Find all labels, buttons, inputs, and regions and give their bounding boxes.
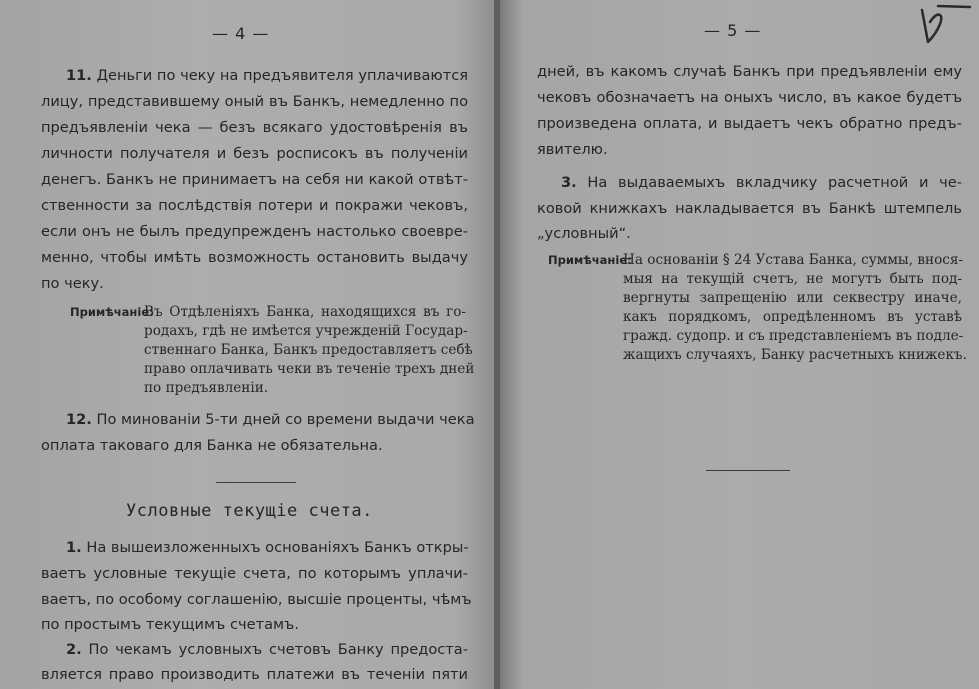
section-heading: Условные текущіе счета. <box>126 501 373 521</box>
note-line: какъ порядкомъ, опредѣленномъ въ уставѣ <box>623 309 962 325</box>
paragraph-line: по чеку. <box>41 275 104 292</box>
paragraph-line: чековъ обозначаетъ на оныхъ число, въ какое будетъ <box>537 89 962 106</box>
divider <box>216 482 296 483</box>
line-text: По минованіи 5-ти дней со времени выдачи чека <box>96 411 475 428</box>
line-text: Деньги по чеку на предъявителя уплачиваются <box>96 67 469 84</box>
handwritten-page-mark <box>918 2 978 50</box>
note-line: жащихъ случаяхъ, Банку расчетныхъ книжекъ. <box>623 347 967 363</box>
paragraph-line: дней, въ какомъ случаѣ Банкъ при предъявленіи ему <box>537 63 962 80</box>
page-number: — 5 — <box>704 21 762 40</box>
divider <box>706 470 790 471</box>
paragraph-line: произведена оплата, и выдаетъ чекъ обратно предъ- <box>537 115 962 132</box>
paragraph-number: 3. <box>561 174 577 191</box>
paragraph-line: оплата таковаго для Банка не обязательна. <box>41 437 383 454</box>
note-line: гражд. судопр. и съ представленіемъ въ подле- <box>623 328 964 344</box>
note-line: мыя на текущій счетъ, не могутъ быть под- <box>623 271 962 287</box>
right-page <box>500 0 979 689</box>
paragraph-line: ваетъ, по особому соглашенію, высшіе проценты, чѣмъ <box>41 591 472 608</box>
paragraph-line <box>66 538 468 558</box>
paragraph-line: менно, чтобы имѣть возможность остановить выдачу <box>41 249 468 266</box>
paragraph-number: 2. <box>66 641 82 658</box>
note-line: родахъ, гдѣ не имѣется учрежденій Государ- <box>144 323 468 339</box>
paragraph-line: денегъ. Банкъ не принимаетъ на себя ни какой отвѣт- <box>41 171 468 188</box>
paragraph-line <box>66 66 468 86</box>
paragraph-line: явителю. <box>537 141 608 158</box>
paragraph-number: 1. <box>66 539 82 556</box>
paragraph-line <box>561 173 962 193</box>
paragraph-line: „условный“. <box>537 225 631 242</box>
page-number: — 4 — <box>212 24 270 43</box>
paragraph-line: если онъ не былъ предупрежденъ настолько своевре- <box>41 223 468 240</box>
paragraph-line: ственности за послѣдствія потери и покражи чековъ, <box>41 197 468 214</box>
paragraph-line: ваетъ условные текущіе счета, по которымъ уплачи- <box>41 565 468 582</box>
paragraph-line: по простымъ текущимъ счетамъ. <box>41 616 299 633</box>
paragraph-line: лицу, представившему оный въ Банкъ, немедленно по <box>41 93 468 110</box>
note-line: ственнаго Банка, Банкъ предоставляетъ себѣ <box>144 342 473 358</box>
paragraph-line <box>66 640 468 660</box>
note-line: Въ Отдѣленіяхъ Банка, находящихся въ го- <box>144 304 466 320</box>
line-text: На вышеизложенныхъ основаніяхъ Банкъ откры- <box>86 539 469 556</box>
line-text: На выдаваемыхъ вкладчику расчетной и че- <box>587 174 963 191</box>
paragraph-number: 11. <box>66 67 92 84</box>
paragraph-line <box>66 410 475 430</box>
paragraph-line: личности получателя и безъ росписокъ въ полученіи <box>41 145 468 162</box>
note-line: право оплачивать чеки въ теченіе трехъ дней <box>144 361 475 377</box>
note-line: На основаніи § 24 Устава Банка, суммы, внося- <box>623 252 964 268</box>
note-label: Примѣчаніе: <box>548 253 632 267</box>
paragraph-line: вляется право производить платежи въ теченіи пяти <box>41 666 468 683</box>
note-line: по предъявленіи. <box>144 380 269 396</box>
note-line: вергнуты запрещенію или секвестру иначе, <box>623 290 962 306</box>
line-text: По чекамъ условныхъ счетовъ Банку предоста- <box>88 641 468 658</box>
note-label: Примѣчаніе: <box>70 305 154 319</box>
paragraph-line: предъявленіи чека — безъ всякаго удостовѣренія въ <box>41 119 468 136</box>
paragraph-number: 12. <box>66 411 92 428</box>
paragraph-line: ковой книжкахъ накладывается въ Банкѣ штемпель <box>537 200 962 217</box>
